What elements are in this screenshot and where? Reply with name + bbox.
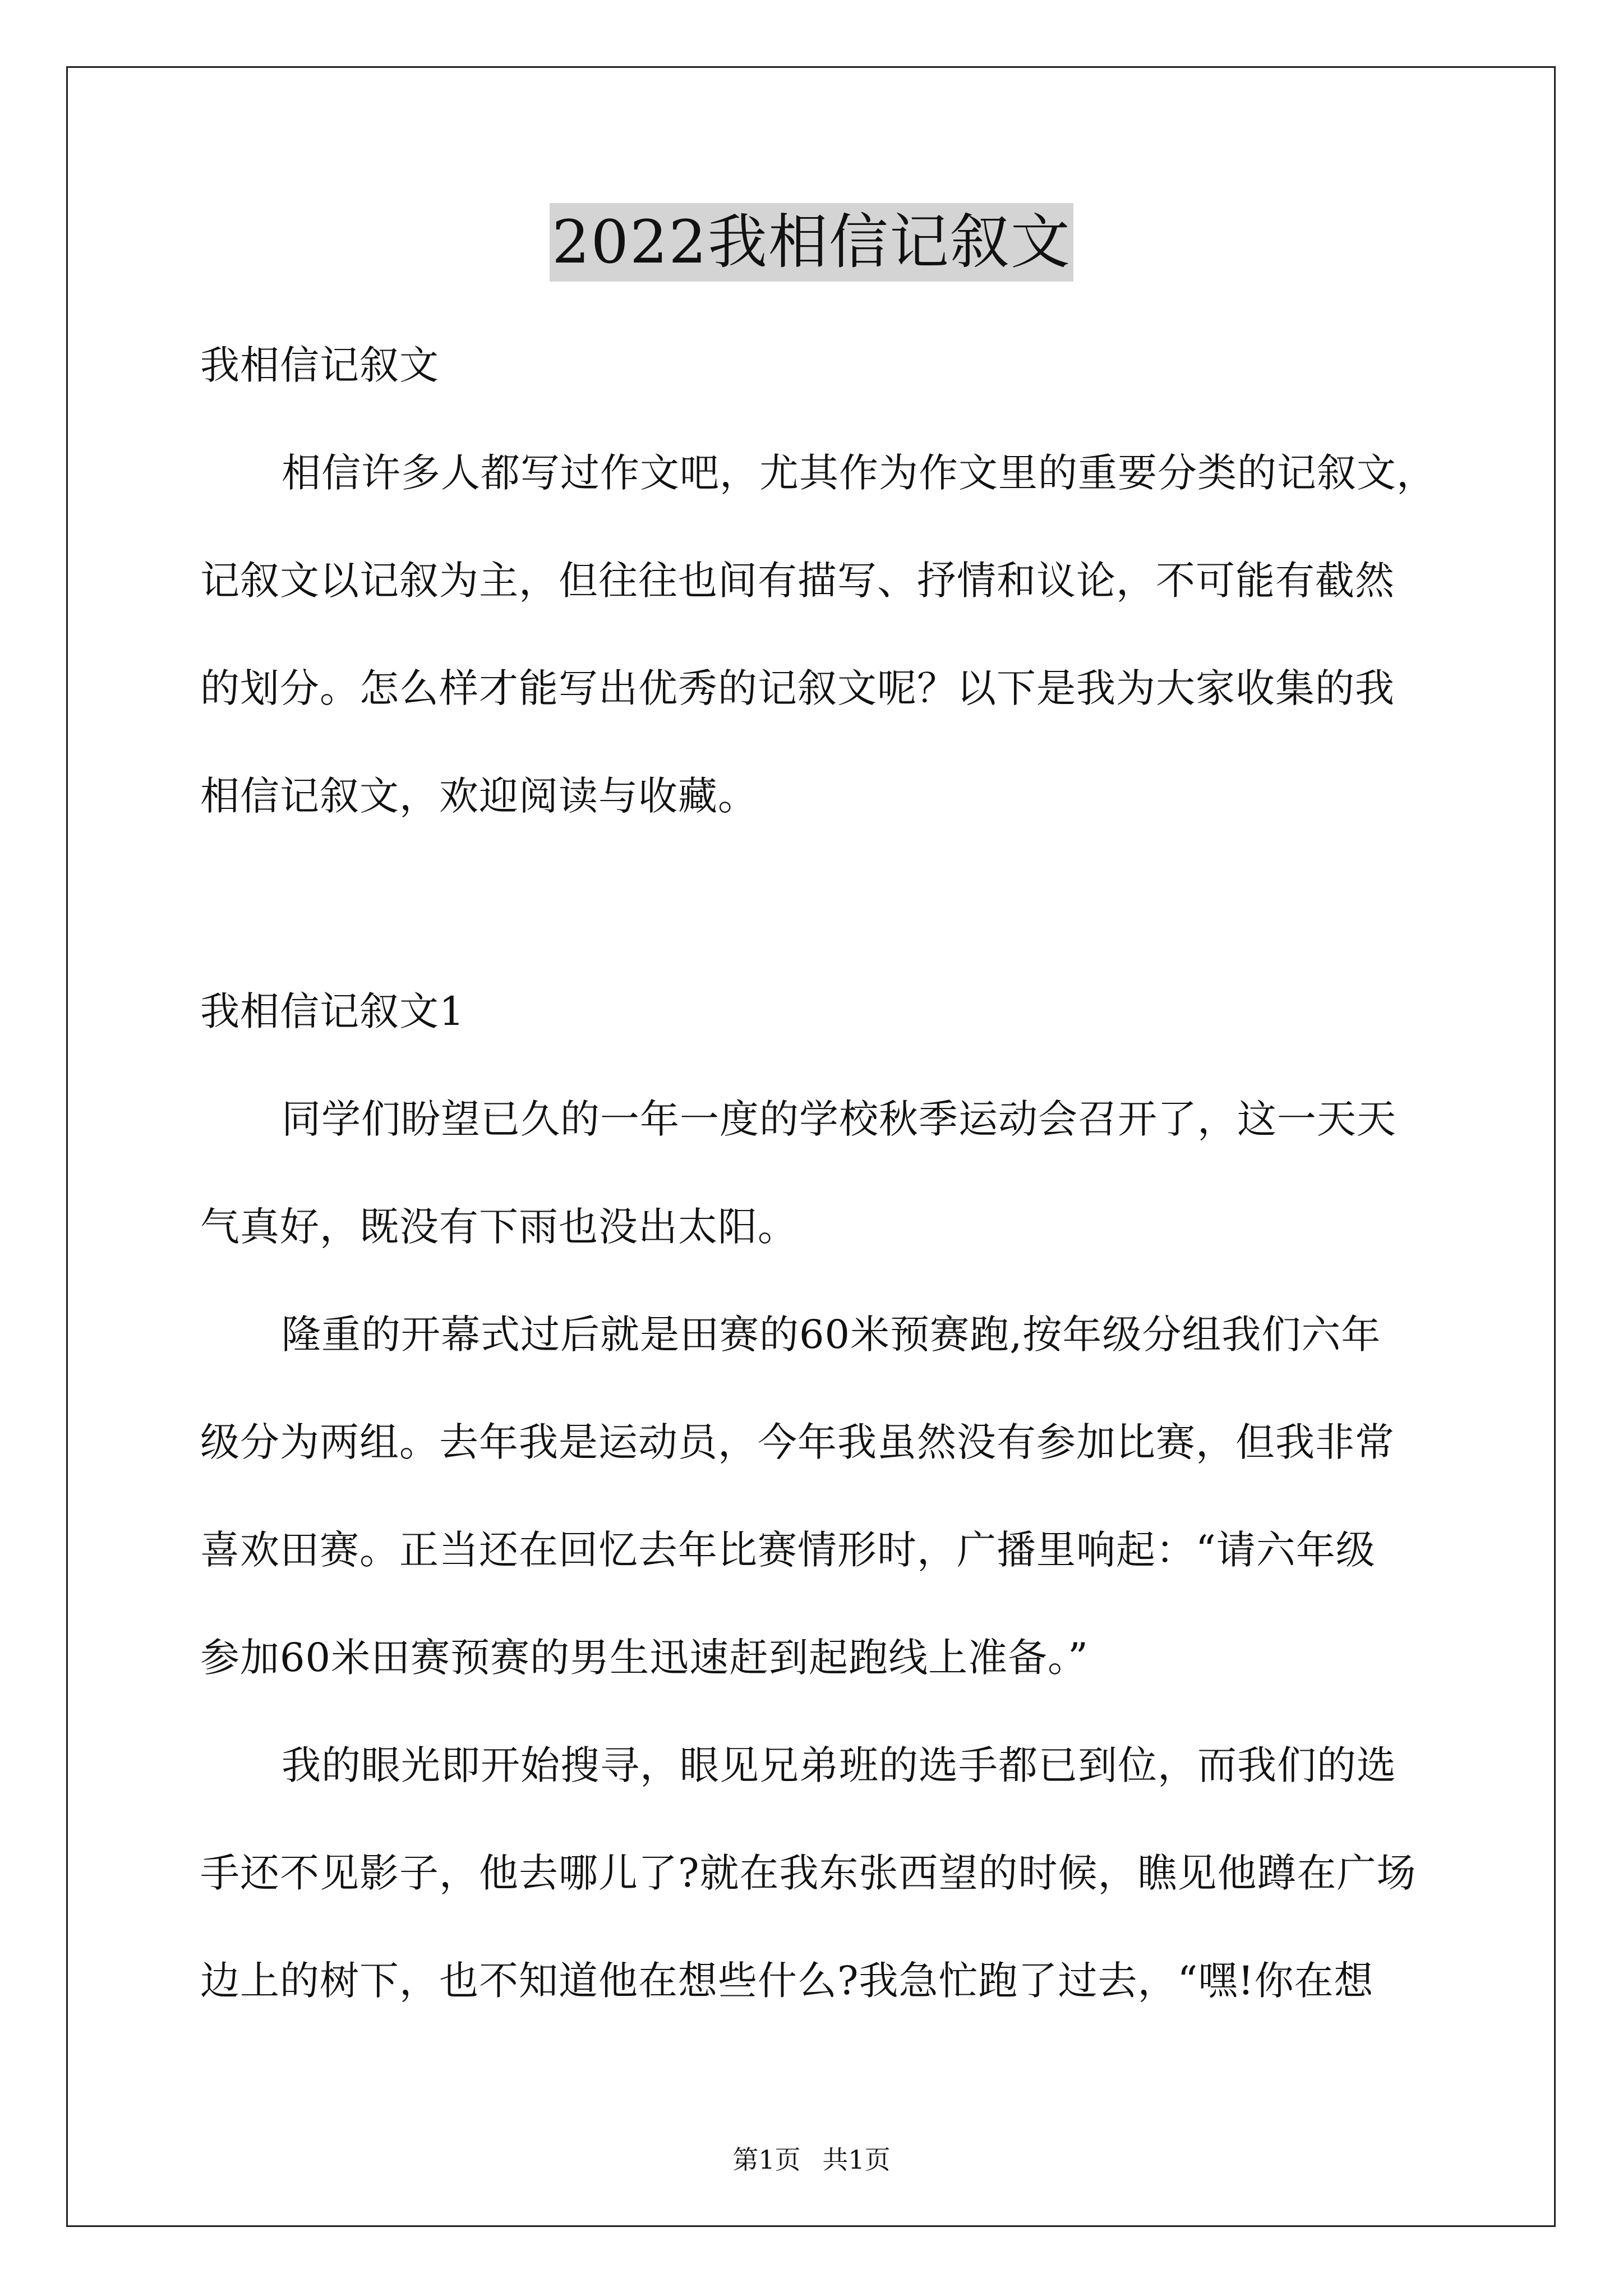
document-title: 2022我相信记叙文 xyxy=(550,203,1073,282)
paragraph-line: 相信记叙文，欢迎阅读与收藏。 xyxy=(200,773,758,819)
paragraph-line: 相信许多人都写过作文吧，尤其作为作文里的重要分类的记叙文， xyxy=(282,450,1436,496)
title-wrap xyxy=(0,203,1623,282)
paragraph-line: 隆重的开幕式过后就是田赛的60米预赛跑,按年级分组我们六年 xyxy=(282,1312,1381,1358)
paragraph-line: 我的眼光即开始搜寻，眼见兄弟班的选手都已到位，而我们的选 xyxy=(282,1742,1396,1788)
section-heading: 我相信记叙文1 xyxy=(200,988,465,1034)
paragraph-line: 气真好，既没有下雨也没出太阳。 xyxy=(200,1204,797,1250)
paragraph-line: 的划分。怎么样才能写出优秀的记叙文呢？以下是我为大家收集的我 xyxy=(200,665,1395,711)
page-number: 第1页 xyxy=(732,2145,801,2175)
paragraph-line: 级分为两组。去年我是运动员，今年我虽然没有参加比赛，但我非常 xyxy=(200,1419,1395,1465)
page-footer xyxy=(0,2143,1623,2177)
paragraph-line: 手还不见影子，他去哪儿了?就在我东张西望的时候，瞧见他蹲在广场 xyxy=(200,1850,1417,1896)
paragraph-line: 参加60米田赛预赛的男生迅速赶到起跑线上准备。” xyxy=(200,1635,1089,1681)
page-total: 共1页 xyxy=(822,2145,891,2175)
document-body xyxy=(200,311,1434,2035)
paragraph-gap xyxy=(200,850,1434,958)
section-heading: 我相信记叙文 xyxy=(200,342,439,388)
paragraph-line: 同学们盼望已久的一年一度的学校秋季运动会召开了，这一天天 xyxy=(282,1096,1396,1142)
paragraph-line: 边上的树下，也不知道他在想些什么?我急忙跑了过去，“嘿!你在想 xyxy=(200,1958,1374,2004)
paragraph-line: 记叙文以记叙为主，但往往也间有描写、抒情和议论，不可能有截然 xyxy=(200,558,1395,604)
paragraph-line: 喜欢田赛。正当还在回忆去年比赛情形时，广播里响起：“请六年级 xyxy=(200,1527,1376,1573)
